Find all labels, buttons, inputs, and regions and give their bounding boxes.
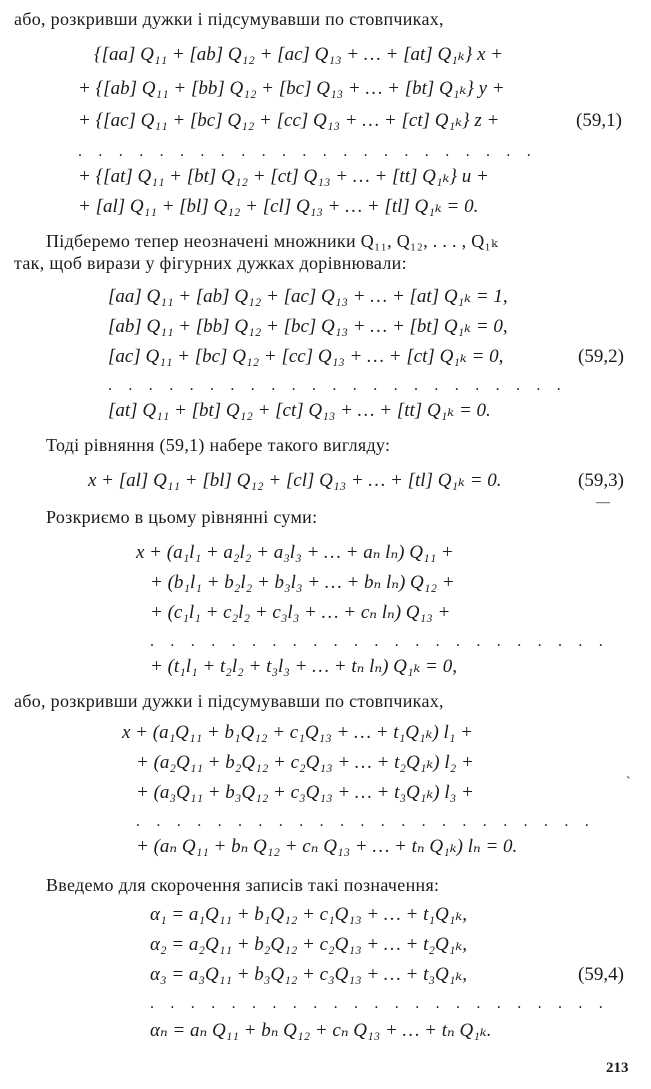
- equation-columns-line-2: + (a₂Q₁₁ + b₂Q₁₂ + c₂Q₁₃ + … + t₂Q₁ₖ) l₂ +: [136, 752, 474, 773]
- equation-expanded-line-3: + (c₁l₁ + c₂l₂ + c₃l₃ + … + cₙ lₙ) Q₁₃ +: [150, 602, 451, 623]
- equation-columns-line-3: + (a₃Q₁₁ + b₃Q₁₂ + c₃Q₁₃ + … + t₃Q₁ₖ) l₃ +: [136, 782, 474, 803]
- equation-expanded-line-1: x + (a₁l₁ + a₂l₂ + a₃l₃ + … + aₙ lₙ) Q₁₁ +: [136, 542, 454, 563]
- equation-59-1-line-4: + {[at] Q₁₁ + [bt] Q₁₂ + [ct] Q₁₃ + … + [tt] Q₁ₖ} u +: [78, 166, 489, 187]
- equation-columns-line-4: + (aₙ Q₁₁ + bₙ Q₁₂ + cₙ Q₁₃ + … + tₙ Q₁ₖ) lₙ = 0.: [136, 836, 518, 857]
- equation-59-4-line-4: αₙ = aₙ Q₁₁ + bₙ Q₁₂ + cₙ Q₁₃ + … + tₙ Q₁ₖ.: [150, 1020, 492, 1041]
- ellipsis-dot-row: . . . . . . . . . . . . . . . . . . . . . . .: [78, 143, 537, 160]
- equation-number-59-1: (59,1): [576, 110, 622, 131]
- equation-59-1-line-2: + {[ab] Q₁₁ + [bb] Q₁₂ + [bc] Q₁₃ + … + [bt] Q₁ₖ} y +: [78, 78, 505, 99]
- page-number: 213: [606, 1060, 629, 1076]
- equation-59-1-line-1: {[aa] Q₁₁ + [ab] Q₁₂ + [ac] Q₁₃ + … + [at] Q₁ₖ} x +: [94, 44, 504, 65]
- ellipsis-dot-row: . . . . . . . . . . . . . . . . . . . . . . .: [150, 633, 609, 650]
- text-line-notation: Введемо для скорочення записів такі позначення:: [46, 875, 440, 895]
- equation-expanded-line-2: + (b₁l₁ + b₂l₂ + b₃l₃ + … + bₙ lₙ) Q₁₂ +: [150, 572, 455, 593]
- equation-59-1-line-3: + {[ac] Q₁₁ + [bc] Q₁₂ + [cc] Q₁₃ + … + [ct] Q₁ₖ} z +: [78, 110, 500, 131]
- equation-59-4-line-3: α₃ = a₃Q₁₁ + b₃Q₁₂ + c₃Q₁₃ + … + t₃Q₁ₖ,: [150, 964, 468, 985]
- text-line-column-sum: або, розкривши дужки і підсумувавши по стовпчиках,: [14, 691, 444, 711]
- equation-59-2-line-1: [aa] Q₁₁ + [ab] Q₁₂ + [ac] Q₁₃ + … + [at] Q₁ₖ = 1,: [108, 286, 508, 307]
- equation-columns-line-1: x + (a₁Q₁₁ + b₁Q₁₂ + c₁Q₁₃ + … + t₁Q₁ₖ) l₁ +: [122, 722, 473, 743]
- equation-expanded-line-4: + (t₁l₁ + t₂l₂ + t₃l₃ + … + tₙ lₙ) Q₁ₖ = 0,: [150, 656, 457, 677]
- text-line-then-equation: Тоді рівняння (59,1) набере такого вигляду:: [46, 435, 391, 455]
- equation-59-4-line-1: α₁ = a₁Q₁₁ + b₁Q₁₂ + c₁Q₁₃ + … + t₁Q₁ₖ,: [150, 904, 468, 925]
- text-line-expand-sums: Розкриємо в цьому рівнянні суми:: [46, 507, 318, 527]
- stray-mark: —: [596, 495, 610, 510]
- equation-59-3: x + [al] Q₁₁ + [bl] Q₁₂ + [cl] Q₁₃ + … + [tl] Q₁ₖ = 0.: [88, 470, 502, 491]
- equation-number-59-4: (59,4): [578, 964, 624, 985]
- text-line-braces-equal: так, щоб вирази у фігурних дужках дорівнювали:: [14, 253, 407, 273]
- text-line-intro: або, розкривши дужки і підсумувавши по стовпчиках,: [14, 9, 444, 29]
- equation-59-1-line-5: + [al] Q₁₁ + [bl] Q₁₂ + [cl] Q₁₃ + … + [tl] Q₁ₖ = 0.: [78, 196, 479, 217]
- equation-59-2-line-3: [ac] Q₁₁ + [bc] Q₁₂ + [cc] Q₁₃ + … + [ct] Q₁ₖ = 0,: [108, 346, 504, 367]
- stray-mark: `: [626, 775, 631, 790]
- equation-number-59-3: (59,3): [578, 470, 624, 491]
- ellipsis-dot-row: . . . . . . . . . . . . . . . . . . . . . . .: [136, 813, 595, 830]
- text-line-choose-multipliers: Підберемо тепер неозначені множники Q₁₁, Q₁₂, . . . , Q₁ₖ: [46, 231, 498, 251]
- equation-number-59-2: (59,2): [578, 346, 624, 367]
- ellipsis-dot-row: . . . . . . . . . . . . . . . . . . . . . . .: [108, 377, 567, 394]
- ellipsis-dot-row: . . . . . . . . . . . . . . . . . . . . . . .: [150, 995, 609, 1012]
- equation-59-4-line-2: α₂ = a₂Q₁₁ + b₂Q₁₂ + c₂Q₁₃ + … + t₂Q₁ₖ,: [150, 934, 468, 955]
- equation-59-2-line-2: [ab] Q₁₁ + [bb] Q₁₂ + [bc] Q₁₃ + … + [bt] Q₁ₖ = 0,: [108, 316, 508, 337]
- equation-59-2-line-4: [at] Q₁₁ + [bt] Q₁₂ + [ct] Q₁₃ + … + [tt] Q₁ₖ = 0.: [108, 400, 491, 421]
